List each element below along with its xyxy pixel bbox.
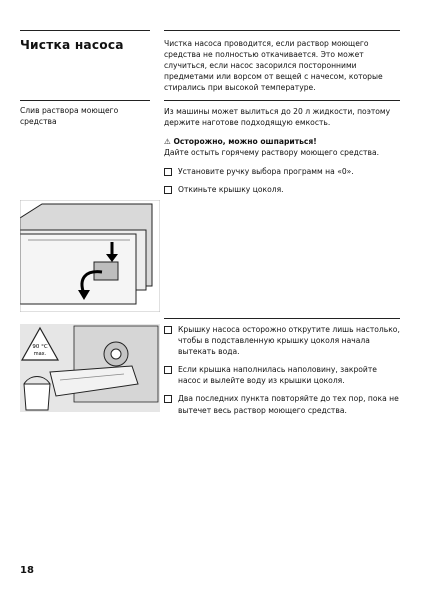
checkbox-icon — [164, 186, 172, 194]
drain-heading: Слив раствора моющего средства — [20, 106, 119, 126]
drain-block — [164, 106, 400, 196]
step-item — [164, 324, 400, 357]
illustration-plinth-cover — [20, 200, 160, 312]
checkbox-icon — [164, 395, 172, 403]
step-text: Откиньте крышку цоколя. — [178, 185, 284, 195]
step-text: Крышку насоса осторожно открутите лишь настолько, чтобы в подставленную крышку цоколя начала вытекать вода. — [178, 325, 400, 357]
rule-left-top — [20, 30, 150, 31]
pump-drawing — [20, 324, 160, 412]
step-item — [164, 166, 400, 177]
rule-right-lower — [164, 318, 400, 319]
checkbox-icon — [164, 366, 172, 374]
section-title: Чистка насоса — [20, 38, 124, 52]
step-item — [164, 393, 400, 415]
rule-right-top — [164, 30, 400, 31]
step-item — [164, 184, 400, 195]
step-item — [164, 364, 400, 386]
illustration-pump — [20, 324, 160, 412]
step-text: Два последних пункта повторяйте до тех пор, пока не вытечет весь раствор моющего средства. — [178, 394, 399, 415]
page-number: 18 — [20, 565, 34, 576]
rule-right-mid — [164, 100, 400, 101]
intro-paragraph — [164, 38, 400, 93]
drain-text: Из машины может вылиться до 20 л жидкости, поэтому держите наготове подходящую емкость. — [164, 107, 391, 128]
checkbox-icon — [164, 326, 172, 334]
temperature-sublabel: max. — [33, 351, 47, 357]
step-text: Если крышка наполнилась наполовину, закройте насос и вылейте воду из крышки цоколя. — [178, 365, 377, 386]
intro-text: Чистка насоса проводится, если раствор моющего средства не полностью откачивается. Это может случиться, если насос засорился посторонними предметами или ворсом от вещей с начесом, которые стирались при высокой температуре. — [164, 39, 383, 93]
checkbox-icon — [164, 168, 172, 176]
temperature-label: 90 °C — [32, 344, 48, 350]
warning-text: Дайте остыть горячему раствору моющего средства. — [164, 148, 380, 158]
plinth-cover-drawing — [20, 200, 160, 312]
step-text: Установите ручку выбора программ на «0». — [178, 167, 354, 177]
warning-title: ⚠ Осторожно, можно ошпариться! — [164, 137, 317, 147]
rule-left-mid — [20, 100, 150, 101]
pump-steps — [164, 324, 400, 416]
